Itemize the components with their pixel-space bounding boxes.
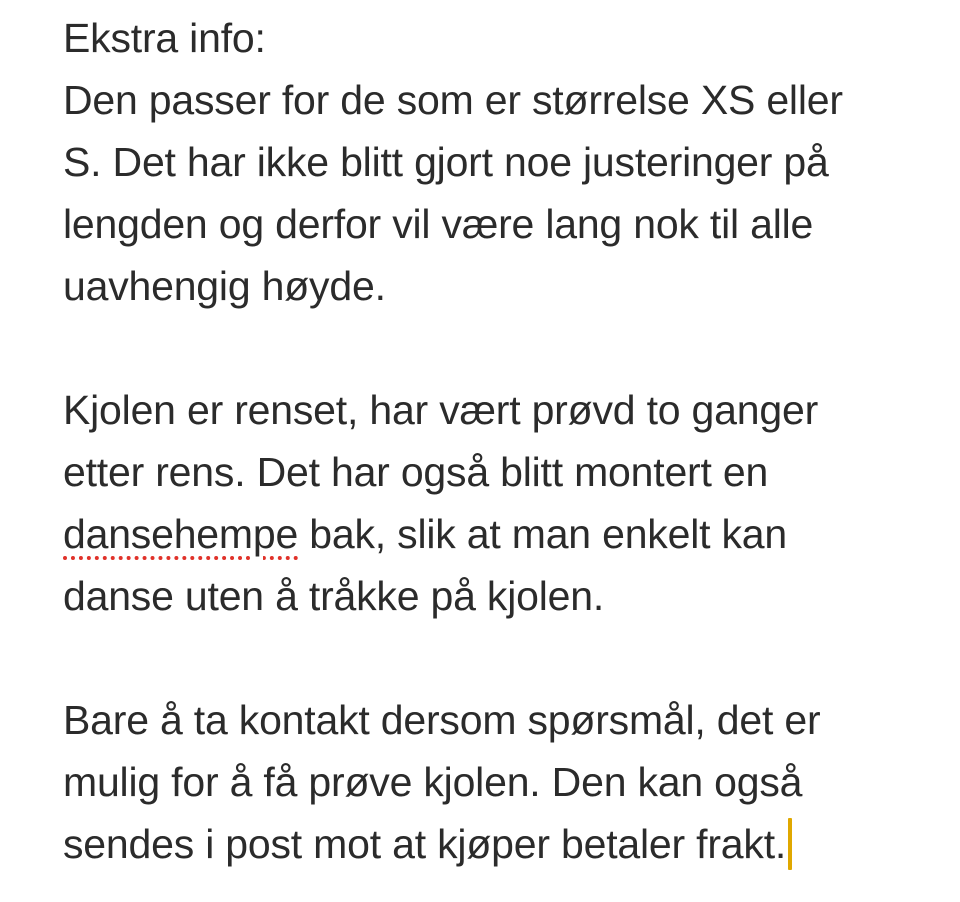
text-line xyxy=(63,813,943,875)
text-line: danse uten å tråkke på kjolen. xyxy=(63,573,605,619)
paragraph-contact-info xyxy=(63,689,943,875)
note-text-editor[interactable] xyxy=(63,0,943,875)
text-line: S. Det har ikke blitt gjort noe justeringer på xyxy=(63,139,829,185)
empty-line xyxy=(63,627,943,689)
text-line: lengden og derfor vil være lang nok til alle xyxy=(63,201,814,247)
text-line: uavhengig høyde. xyxy=(63,263,386,309)
text-line: Den passer for de som er størrelse XS eller xyxy=(63,77,843,123)
text-line: Kjolen er renset, har vært prøvd to ganger xyxy=(63,387,819,433)
text-segment: sendes i post mot at kjøper betaler frakt. xyxy=(63,821,787,867)
text-line: etter rens. Det har også blitt montert en xyxy=(63,449,769,495)
misspelled-word[interactable]: dansehempe xyxy=(63,511,299,557)
paragraph-cleaning-info xyxy=(63,379,943,627)
text-line: mulig for å få prøve kjolen. Den kan også xyxy=(63,759,803,805)
paragraph-extra-info xyxy=(63,7,943,317)
text-segment: bak, slik at man enkelt kan xyxy=(298,511,788,557)
text-line: Ekstra info: xyxy=(63,15,266,61)
text-line xyxy=(63,503,943,565)
text-line: Bare å ta kontakt dersom spørsmål, det er xyxy=(63,697,821,743)
empty-line xyxy=(63,317,943,379)
text-cursor-caret xyxy=(788,818,792,870)
